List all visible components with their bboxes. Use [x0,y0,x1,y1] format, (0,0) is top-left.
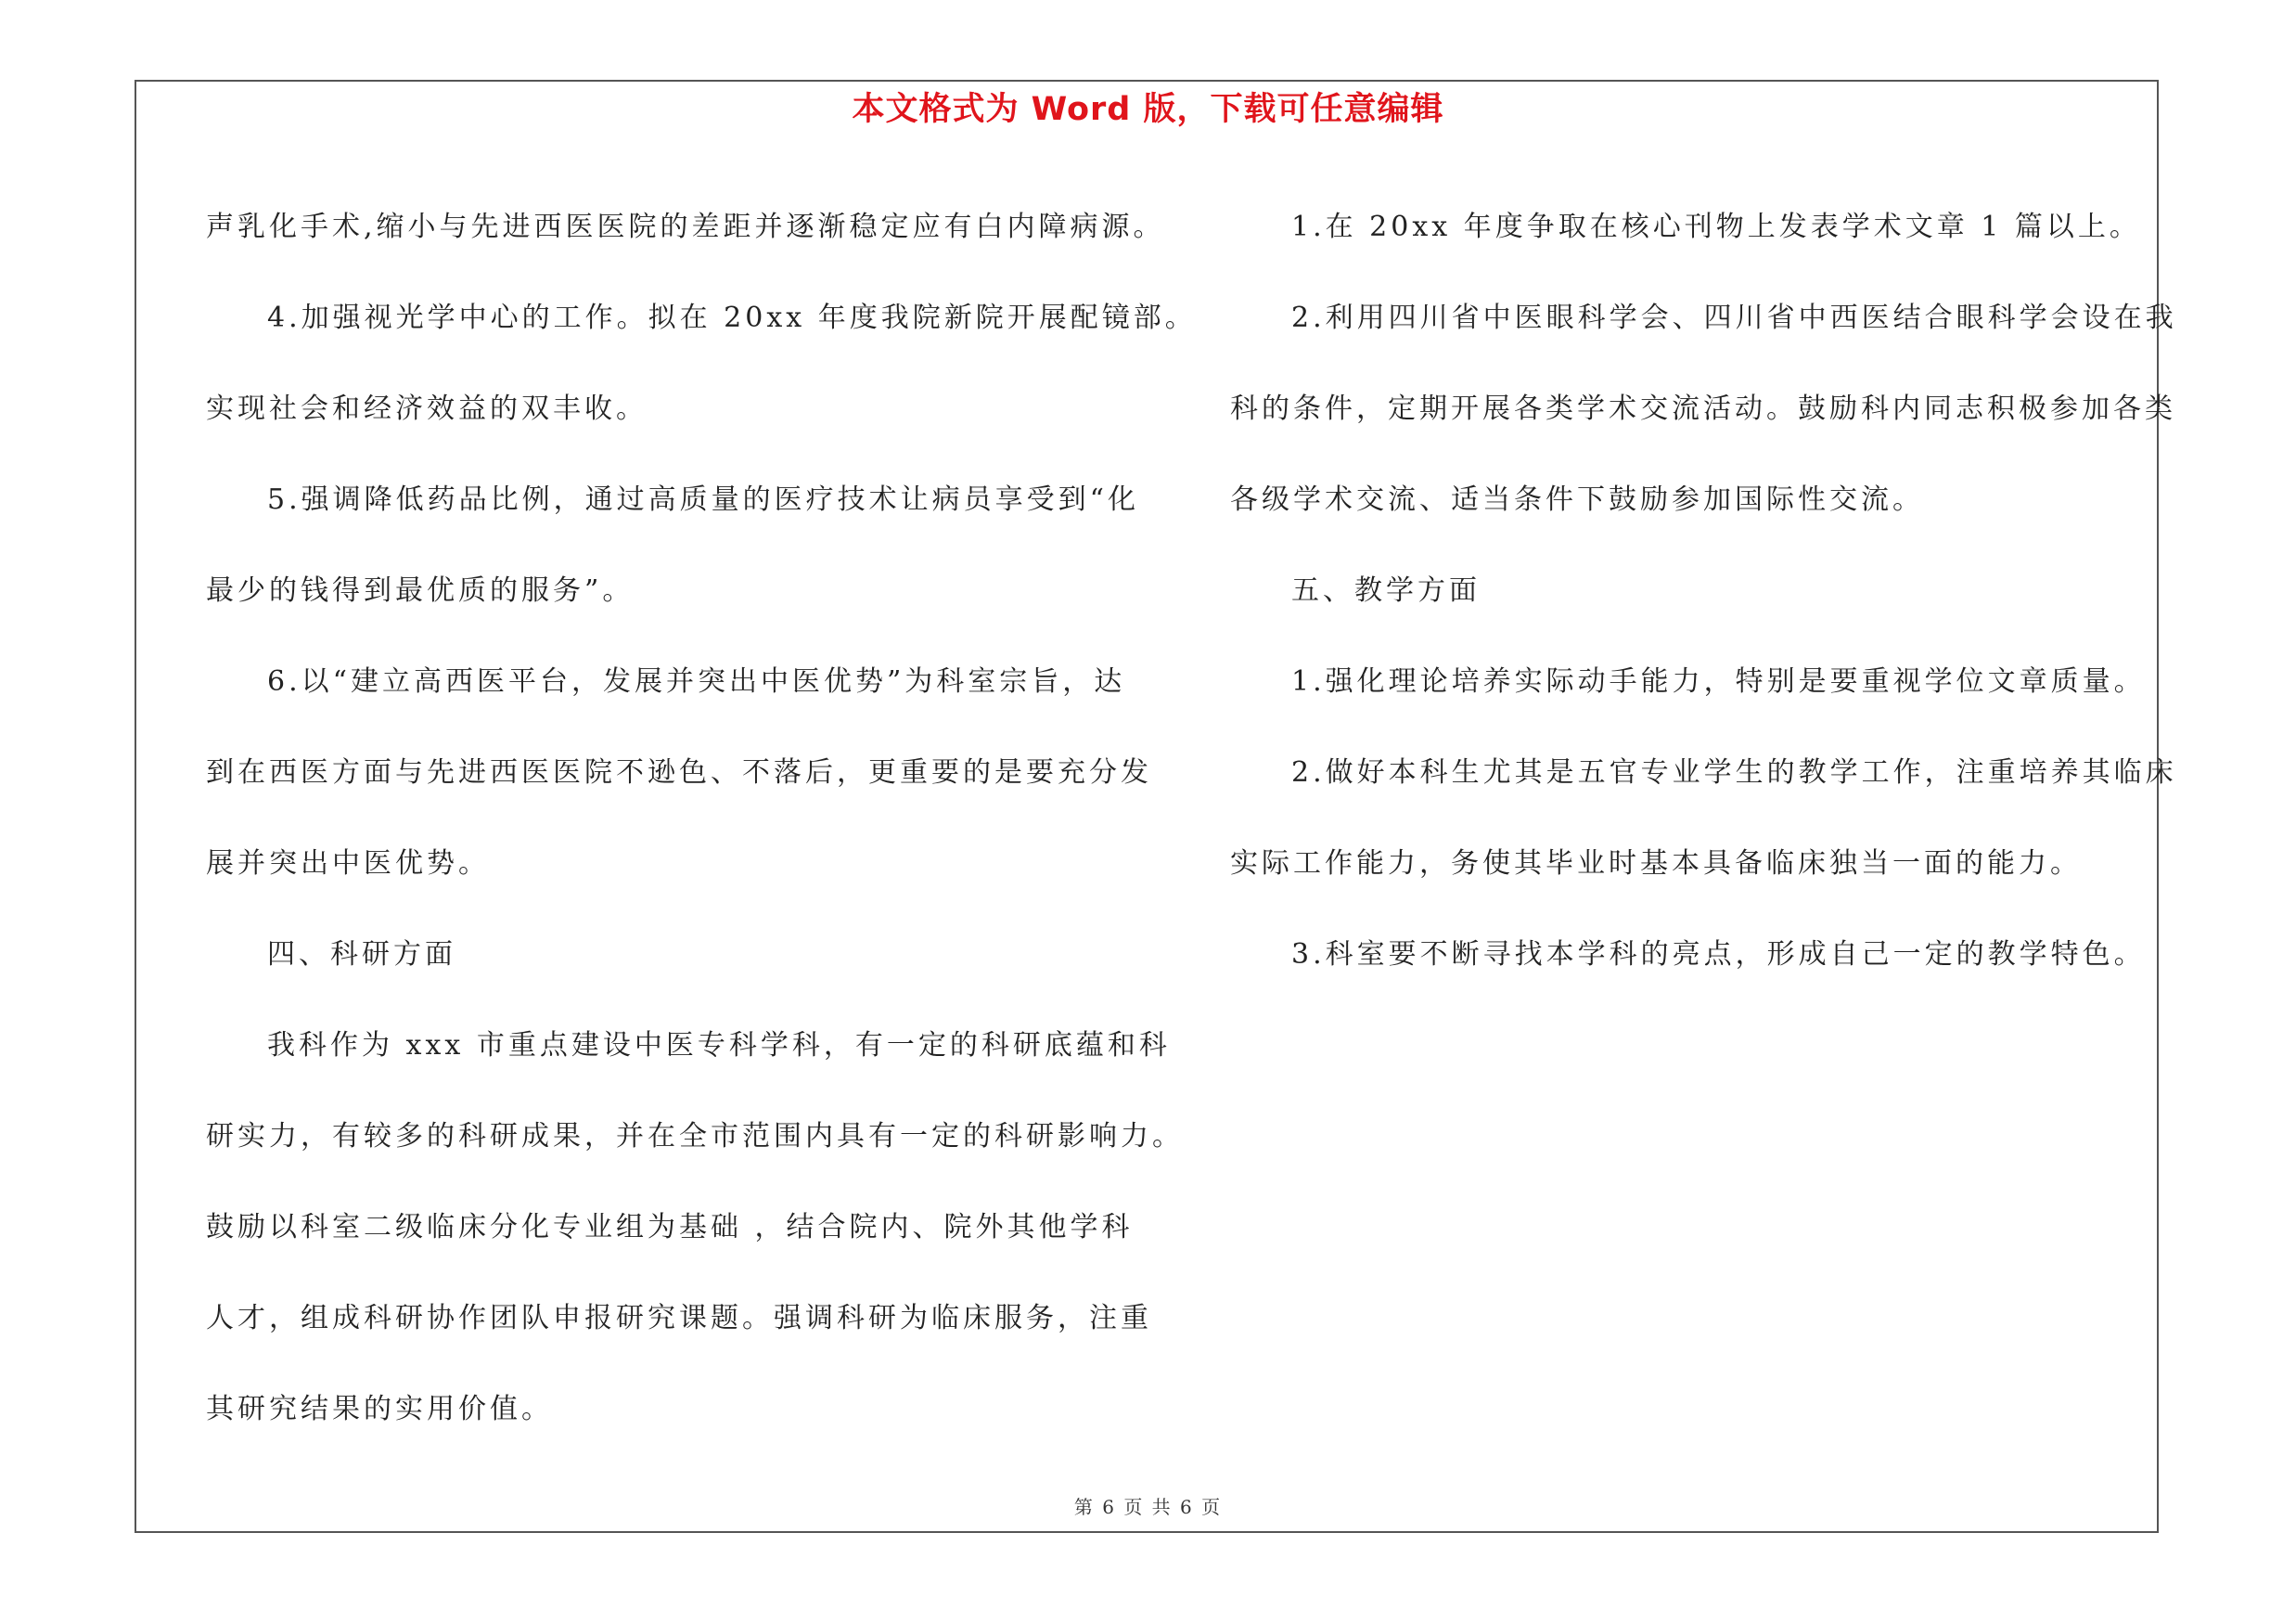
left-line-12 [206,1182,1134,1273]
line-text: 5.强调降低药品比例，通过高质量的医疗技术让病员享受到“化 [267,483,1139,516]
line-text: 6.以“建立高西医平台，发展并突出中医优势”为科室宗旨，达 [267,665,1126,698]
left-line-5 [206,546,1134,637]
left-line-6 [206,637,1134,728]
line-text: 我科作为 xxx 市重点建设中医专科学科，有一定的科研底蕴和科 [267,1029,1171,1062]
line-text: 展并突出中医优势。 [206,847,490,880]
line-text: 最少的钱得到最优质的服务”。 [206,574,635,607]
right-line-9 [1230,909,2148,1000]
right-column [1230,182,2177,1000]
line-text: 实际工作能力，务使其毕业时基本具备临床独当一面的能力。 [1230,847,2082,880]
line-text: 1.在 20xx 年度争取在核心刊物上发表学术文章 1 篇以上。 [1291,211,2141,243]
line-text: 3.科室要不断寻找本学科的亮点，形成自己一定的教学特色。 [1291,938,2146,971]
left-line-11 [206,1091,1184,1182]
section-heading-research [206,909,1134,1000]
left-line-8 [206,818,1134,909]
right-line-1 [1230,182,2148,273]
line-text: 科的条件，定期开展各类学术交流活动。鼓励科内同志积极参加各类 [1230,393,2176,425]
left-line-4 [206,455,1139,546]
right-line-6 [1230,637,2148,728]
line-text: 1.强化理论培养实际动手能力，特别是要重视学位文章质量。 [1291,665,2146,698]
line-text: 2.做好本科生尤其是五官专业学生的教学工作，注重培养其临床 [1291,756,2177,789]
left-column [206,182,1197,1455]
line-text: 4.加强视光学中心的工作。拟在 20xx 年度我院新院开展配镜部。 [267,302,1197,334]
line-text: 人才，组成科研协作团队申报研究课题。强调科研为临床服务，注重 [206,1302,1152,1334]
left-line-10 [206,1000,1171,1091]
line-text: 研实力，有较多的科研成果，并在全市范围内具有一定的科研影响力。 [206,1120,1184,1153]
left-line-13 [206,1273,1152,1364]
right-line-2 [1230,273,2177,364]
word-format-banner: 本文格式为 Word 版，下载可任意编辑 [852,91,1444,128]
right-line-8 [1230,818,2148,909]
right-line-7 [1230,728,2177,818]
line-text: 五、教学方面 [1291,574,1481,607]
line-text: 到在西医方面与先进西医医院不逊色、不落后，更重要的是要充分发 [206,756,1152,789]
left-line-2 [206,273,1197,364]
line-text: 实现社会和经济效益的双丰收。 [206,393,648,425]
right-line-3 [1230,364,2176,455]
line-text: 鼓励以科室二级临床分化专业组为基础 ，结合院内、院外其他学科 [206,1211,1134,1243]
right-line-4 [1230,455,2148,546]
line-text: 其研究结果的实用价值。 [206,1393,553,1425]
line-text: 各级学术交流、适当条件下鼓励参加国际性交流。 [1230,483,1924,516]
left-line-7 [206,728,1152,818]
left-line-3 [206,364,1134,455]
left-line-1 [206,182,1165,273]
left-line-14 [206,1364,1134,1455]
line-text: 2.利用四川省中医眼科学会、四川省中西医结合眼科学会设在我 [1291,302,2177,334]
section-heading-teaching [1230,546,2148,637]
page-number: 第 6 页 共 6 页 [1073,1496,1223,1518]
line-text: 声乳化手术,缩小与先进西医医院的差距并逐渐稳定应有白内障病源。 [206,211,1165,243]
line-text: 四、科研方面 [267,938,456,971]
